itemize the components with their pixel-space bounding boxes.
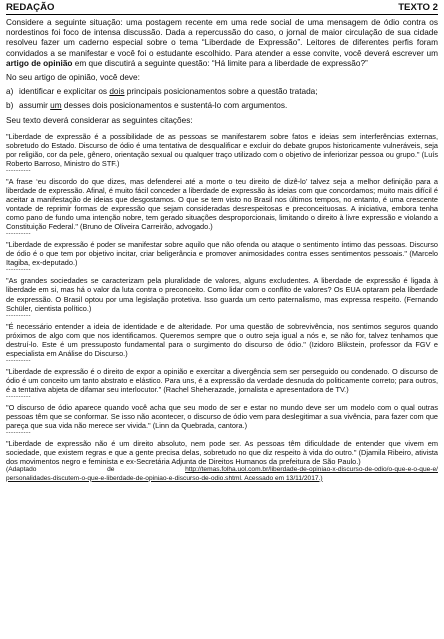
section-title: REDAÇÃO [6, 2, 55, 13]
separator: ---------- [6, 231, 31, 238]
source-citation: (Adaptado de http://temas.folha.uol.com.br/liberdade-de-opiniao-x-discurso-de-odio/o-que-e-o-que-e/ personalidades-discutem-o-que-e-liberdade-de-opiniao-e-discurso-de-odio.shtml. Acessado em 13/11/2017.) [6, 466, 438, 482]
quote-itagiba: "Liberdade de expressão é poder se manifestar sobre aquilo que não ofenda ou ataque o sentimento íntimo das pessoas. Discurso de ódio é o que tem por objetivo incitar, criar beligerância e promover animosidades contra esses sentimentos pessoais." (Marcelo Itagiba, ex-deputado.) [6, 240, 438, 268]
separator: ---------- [6, 393, 31, 400]
quote-sheherazade: "Liberdade de expressão é o direito de expor a opinião e exercitar a divergência sem ser perseguido ou condenado. O discurso de ódio é um conceito um tanto abstrato e elástico. Para uns, é a expressão da verdade desnuda do politicamente correto; para outros, é a tentativa abjeta de difamar seu interlocutor." (Rachel Sheherazade, jornalista e apresentadora de TV.) [6, 366, 438, 394]
separator: ---------- [6, 168, 31, 175]
quote-schuler: "As grandes sociedades se caracterizam pela pluralidade de valores, alguns excludentes. A liberdade de expressão é ligada à liberdade em si, mas há o valor da luta contra o preconceito. Como lidar com o conflito de valores? Os EUA optaram pela liberdade de expressão. O Brasil optou por uma legislação protetiva. Isso guarda um certo paternalismo, mas expressa respeito. (Fernando Schüler, cientista político.) [6, 276, 438, 313]
quote-blikstein: "É necessário entender a ideia de identidade e de alteridade. Por uma questão de sobrevivência, nos sentimos seguros quando próximos de algo com que nos identificamos. Queremos sempre que o outro seja igual a nós e, se não for, talvez tenhamos que destruí-lo. Este é um pressuposto fundamental para o surgimento do discurso de ódio." (Izidoro Blikstein, professor da FGV e especialista em Análise do Discurso.) [6, 321, 438, 358]
page-header [6, 2, 438, 13]
quote-linn-da-quebrada: "O discurso de ódio aparece quando você acha que seu modo de ser e estar no mundo deve ser um modelo com o qual outras pessoas têm que se conformar. Se isso não acontecer, o discurso de ódio vem para deslegitimar a sua vivência, para fazer com que pareça que sua vida não merece ser vivida." (Linn da Quebrada, cantora.) [6, 402, 438, 431]
quote-carreirao: "A frase ‘eu discordo do que dizes, mas defenderei até a morte o teu direito de dizê-lo’ talvez seja a melhor definição para a liberdade de expressão. Afinal, é muito fácil conceder a liberdade de expressão às ideias com que concordamos; muito mais difícil é aceitar a manifestação de ideias que desgostamos. O que se tem visto no Brasil nos últimos tempos, no entanto, é uma crescente vontade de reprimir formas de expressão que sejam consideradas desrespeitosas e preconceituosas. A iniciativa, embora tenha como pano de fundo uma intenção nobre, tem gerado situações desproporcionais, limitando o direito à livre expressão e violando a Constituição Federal." (Bruno de Oliveira Carreirão, advogado.) [6, 177, 438, 232]
text-number: TEXTO 2 [398, 2, 438, 13]
genre-emphasis: artigo de opinião [6, 58, 73, 68]
separator: ---------- [6, 430, 31, 437]
source-url[interactable]: http://temas.folha.uol.com.br/liberdade-de-opiniao-x-discurso-de-odio/o-que-e-o-que-e/ [185, 466, 438, 474]
header-divider [6, 14, 438, 15]
source-url-continuation[interactable]: personalidades-discutem-o-que-e-liberdade-de-opiniao-e-discurso-de-odio.shtml. Acessado em 13/11/2017.) [6, 474, 323, 482]
task-item-a: a) identificar e explicitar os dois principais posicionamentos sobre a questão tratada; [6, 87, 318, 97]
quote-barroso: "Liberdade de expressão é a possibilidade de as pessoas se manifestarem sobre fatos e ideias sem interferências externas, sobretudo do Estado. Discurso de ódio é uma tentativa de desqualificar e excluir do debate grupos historicamente vulneráveis, seja por religião, cor da pele, gênero, orientação sexual ou qualquer traço utilizado com o objetivo de inferiorizar pessoa ou grupo." (Luís Roberto Barroso, Ministro do STF.) [6, 131, 438, 168]
separator: ---------- [6, 357, 31, 364]
task-item-b: b) assumir um desses dois posicionamentos e sustentá-lo com argumentos. [6, 101, 288, 111]
separator: ---------- [6, 312, 31, 319]
quote-djamila-ribeiro: "Liberdade de expressão não é um direito absoluto, nem pode ser. As pessoas têm dificuldade de entender que vivem em sociedade, que existem regras e que a gente precisa delas, sobretudo no que diz respeito à vida do outro." (Djamila Ribeiro, ativista dos movimentos negro e feminista e ex-Secretária Adjunta de Direitos Humanos da prefeitura de São Paulo.) [6, 439, 438, 467]
citations-heading: Seu texto deverá considerar as seguintes citações: [6, 115, 193, 125]
prompt-paragraph: Considere a seguinte situação: uma postagem recente em uma rede social de uma mensagem de ódio contra os nordestinos foi foco de intensa discussão. Dada a repercussão do caso, o jornal de maior circulação de sua cidade resolveu fazer um caderno especial sobre o tema “Liberdade de Expressão”. Leitores de diferentes perfis foram convidados a se manifestar e você foi o estudante escolhido. Para atender a esse convite, você deverá escrever um artigo de opinião em que discutirá a seguinte questão: “Há limite para a liberdade de expressão?” [6, 18, 438, 68]
task-question: No seu artigo de opinião, você deve: [6, 73, 140, 83]
separator: ---------- [6, 267, 31, 274]
